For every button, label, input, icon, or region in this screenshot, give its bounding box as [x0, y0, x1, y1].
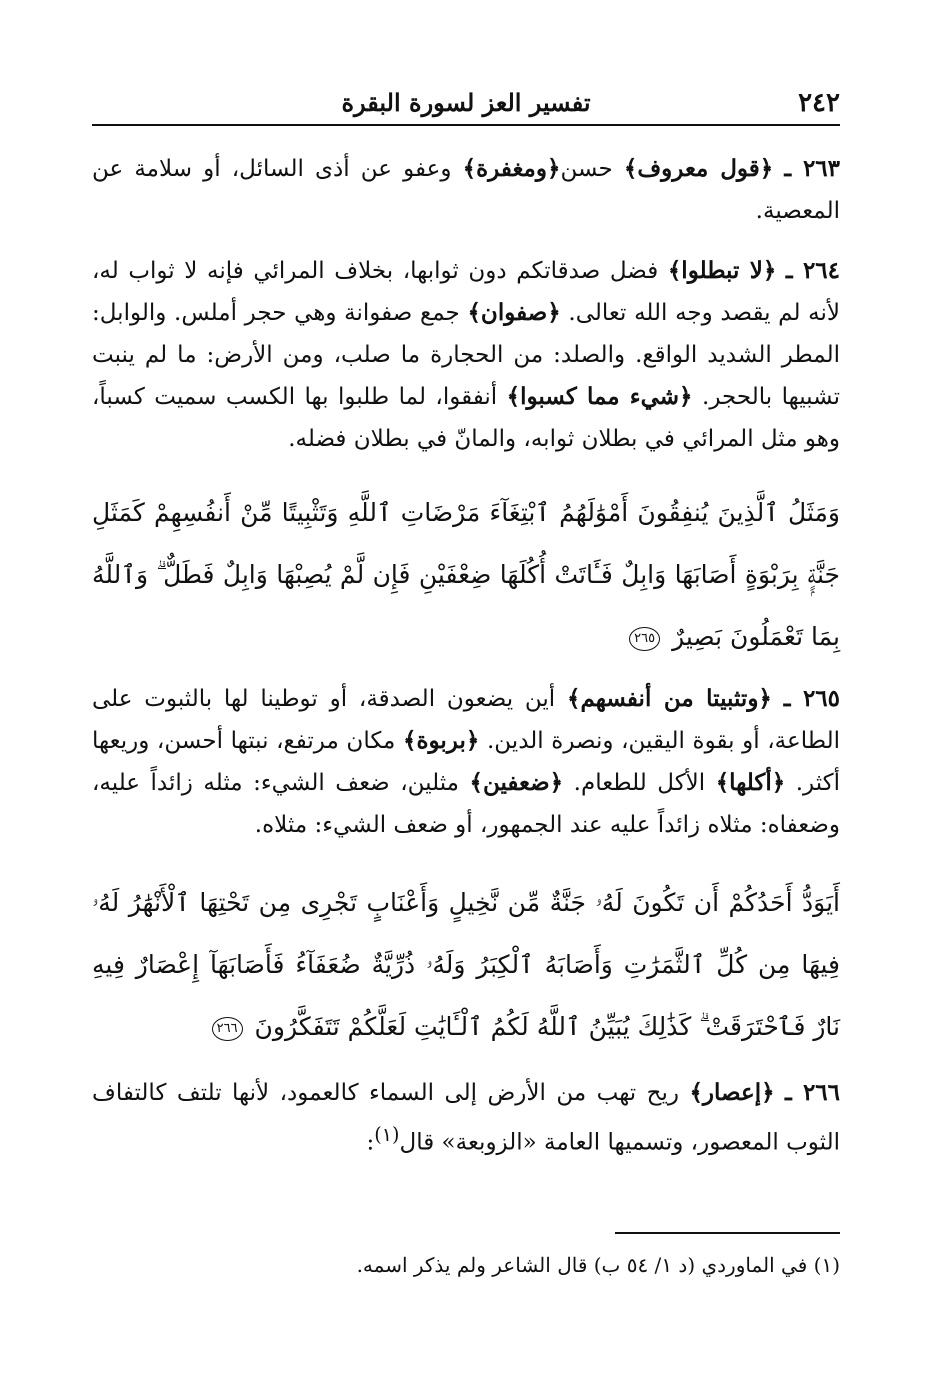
commentary-text: وعفو عن أذى السائل، أو سلامة عن المعصية.: [92, 156, 840, 224]
commentary-text: أين يضعون الصدقة، أو توطينا لها بالثبوت على الطاعة، أو بقوة اليقين، ونصرة الدين.: [92, 686, 840, 754]
quoted-term: ﴿قول معروف﴾: [623, 155, 774, 182]
quoted-term: ﴿إعصار﴾: [689, 1079, 775, 1106]
verse-number-marker: ٢٦٥: [629, 627, 660, 651]
verse-number-marker: ٢٦٦: [212, 1017, 243, 1041]
running-title: تفسير العز لسورة البقرة: [341, 88, 591, 117]
commentary-text: أنفقوا، لما طلبوا بها الكسب سميت كسباً، وهو مثل المرائي في بطلان ثوابه، والمانّ في بطلان فضله.: [92, 384, 840, 452]
footnote-reference[interactable]: (١): [374, 1123, 400, 1146]
quran-verse-265: [92, 482, 840, 668]
commentary-265: [92, 678, 840, 846]
footnote-text: في الماوردي (د ١/ ٥٤ ب) قال الشاعر ولم يذكر اسمه.: [356, 1253, 808, 1277]
quoted-term: ﴿أكلها﴾: [715, 769, 786, 796]
footnote-marker: (١): [813, 1253, 840, 1277]
commentary-text: حسن: [560, 156, 624, 182]
page: [92, 84, 841, 1277]
commentary-text: الأكل للطعام.: [563, 770, 716, 796]
quoted-term: ﴿صفوان﴾: [467, 299, 561, 326]
quoted-term: ﴿ضعفين﴾: [469, 769, 564, 796]
commentary-266: [92, 1072, 840, 1164]
quoted-term: ﴿ومغفرة﴾: [462, 155, 561, 182]
quoted-term: ﴿لا تبطلوا﴾: [667, 257, 777, 284]
entry-number: ٢٦٦ ـ: [785, 1079, 840, 1106]
verse-text: أَيَوَدُّ أَحَدُكُمْ أَن تَكُونَ لَهُۥ جَنَّةٌ مِّن نَّخِيلٍ وَأَعْنَابٍ تَجْرِى مِن تَحْتِهَا ٱلْأَنْهَٰرُ لَهُۥ فِيهَا مِن كُلِّ ٱلثَّمَرَٰتِ وَأَصَابَهُ ٱلْكِبَرُ وَلَهُۥ ذُرِّيَّةٌ ضُعَفَآءُ فَأَصَابَهَآ إِعْصَارٌ فِيهِ نَارٌ فَٱحْتَرَقَتْ ۗ كَذَٰلِكَ يُبَيِّنُ ٱللَّهُ لَكُمُ ٱلْـَٔايَٰتِ لَعَلَّكُمْ تَتَفَكَّرُونَ: [92, 888, 840, 1041]
commentary-text: مكان مرتفع، نبتها أحسن، وريعها أكثر.: [92, 728, 841, 796]
commentary-text: مثلين، ضعف الشيء: مثله زائداً عليه، وضعفاه: مثلاه زائداً عليه عند الجمهور، أو ضعف الشيء: مثلاه.: [92, 770, 840, 838]
commentary-text: فضل صدقاتكم دون ثوابها، بخلاف المرائي فإنه لا ثواب له، لأنه لم يقصد وجه الله تعالى.: [92, 258, 840, 326]
quoted-term: ﴿وتثبيتا من أنفسهم﴾: [567, 685, 772, 712]
verse-text: وَمَثَلُ ٱلَّذِينَ يُنفِقُونَ أَمْوَٰلَهُمُ ٱبْتِغَآءَ مَرْضَاتِ ٱللَّهِ وَتَثْبِيتًا مِّنْ أَنفُسِهِمْ كَمَثَلِ جَنَّةٍۭ بِرَبْوَةٍ أَصَابَهَا وَابِلٌ فَـَٔاتَتْ أُكُلَهَا ضِعْفَيْنِ فَإِن لَّمْ يُصِبْهَا وَابِلٌ فَطَلٌّ ۗ وَٱللَّهُ بِمَا تَعْمَلُونَ بَصِيرٌ: [92, 498, 840, 651]
commentary-text: ريح تهب من الأرض إلى السماء كالعمود، لأنها تلتف كالتفاف الثوب المعصور، وتسميها العامة «الزوبعة» قال: [92, 1080, 840, 1156]
page-header: [92, 84, 840, 126]
commentary-text: جمع صفوانة وهي حجر أملس. والوابل: المطر الشديد الواقع. والصلد: من الحجارة ما صلب، ومن الأرض: ما لم ينبت تشبيها بالحجر.: [92, 300, 840, 410]
quoted-term: ﴿بربوة﴾: [402, 727, 480, 754]
entry-number: ٢٦٣ ـ: [784, 155, 841, 182]
quran-verse-266: [92, 872, 840, 1058]
footnote: [92, 1248, 840, 1282]
entry-number: ٢٦٥ ـ: [783, 685, 840, 712]
commentary-text: :: [366, 1129, 375, 1156]
commentary-264: [92, 250, 840, 460]
footnote-divider: [615, 1232, 840, 1234]
quoted-term: ﴿شيء مما كسبوا﴾: [506, 383, 693, 410]
page-number: ٢٤٢: [798, 88, 840, 118]
entry-number: ٢٦٤ ـ: [785, 257, 841, 284]
commentary-263: [92, 148, 840, 232]
